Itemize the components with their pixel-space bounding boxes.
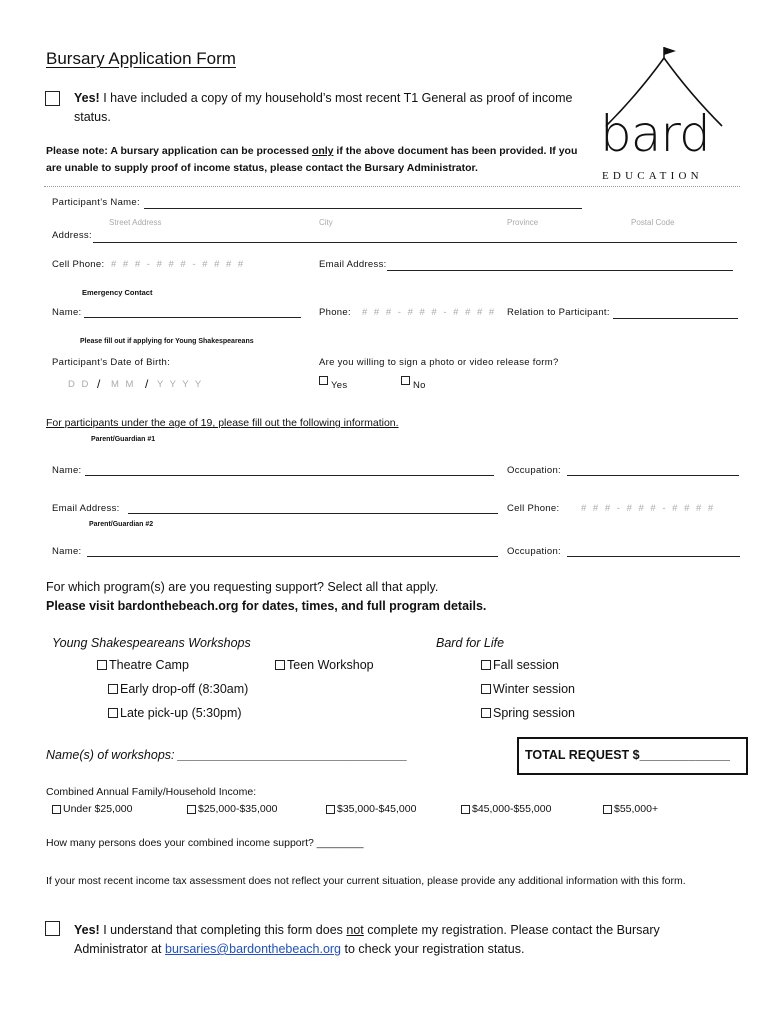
young-shakespeareans-heading: Young Shakespeareans Workshops bbox=[52, 636, 251, 650]
cell-phone-field[interactable]: # # # - # # # - # # # # bbox=[111, 259, 246, 270]
participant-name-field[interactable] bbox=[144, 208, 582, 209]
release-no-checkbox[interactable] bbox=[401, 376, 410, 385]
income-option-2-checkbox[interactable] bbox=[187, 805, 196, 814]
participant-name-label: Participant’s Name: bbox=[52, 197, 140, 208]
proof-of-income-declaration bbox=[74, 89, 594, 127]
income-option-2-label: $25,000-$35,000 bbox=[198, 803, 278, 815]
declaration-2-text-4: to check your registration status. bbox=[341, 942, 525, 956]
guardian-2-heading: Parent/Guardian #2 bbox=[89, 521, 154, 528]
emergency-phone-label: Phone: bbox=[319, 307, 351, 318]
dob-year-field[interactable]: Y Y Y Y bbox=[157, 379, 204, 390]
declaration-text: I have included a copy of my household’s most recent T1 General as proof of income bbox=[99, 91, 573, 105]
theatre-camp-label: Theatre Camp bbox=[109, 658, 189, 672]
note-text: Please note: A bursary application can be processed bbox=[46, 145, 312, 157]
bursaries-email-link[interactable]: bursaries@bardonthebeach.org bbox=[165, 942, 342, 956]
city-hint: City bbox=[319, 218, 333, 227]
teen-workshop-checkbox[interactable] bbox=[275, 660, 285, 670]
late-pickup-checkbox[interactable] bbox=[108, 708, 118, 718]
theatre-camp-checkbox[interactable] bbox=[97, 660, 107, 670]
under-19-heading: For participants under the age of 19, please fill out the following information. bbox=[46, 417, 399, 429]
late-pickup-label: Late pick-up (5:30pm) bbox=[120, 706, 242, 720]
note-text-2: if the above document has been provided. If you are unable to supply proof of income status, please contact the Bursary Administrator. bbox=[46, 145, 578, 174]
guardian-1-cell-label: Cell Phone: bbox=[507, 503, 560, 514]
processing-note bbox=[46, 143, 591, 177]
logo-subtitle: EDUCATION bbox=[602, 170, 703, 182]
guardian-2-name-label: Name: bbox=[52, 546, 82, 557]
note-only: only bbox=[311, 145, 334, 157]
email-address-field[interactable] bbox=[387, 270, 733, 271]
income-option-4-label: $45,000-$55,000 bbox=[472, 803, 552, 815]
release-yes-label: Yes bbox=[331, 380, 348, 391]
income-heading: Combined Annual Family/Household Income: bbox=[46, 786, 257, 798]
program-question: For which program(s) are you requesting support? Select all that apply. bbox=[46, 580, 439, 594]
dob-label: Participant’s Date of Birth: bbox=[52, 357, 171, 368]
emergency-contact-heading: Emergency Contact bbox=[82, 288, 153, 297]
spring-session-label: Spring session bbox=[493, 706, 575, 720]
photo-release-question: Are you willing to sign a photo or video release form? bbox=[319, 357, 559, 368]
fall-session-label: Fall session bbox=[493, 658, 559, 672]
income-option-3-checkbox[interactable] bbox=[326, 805, 335, 814]
relation-label: Relation to Participant: bbox=[507, 307, 610, 318]
address-label: Address: bbox=[52, 230, 92, 241]
province-hint: Province bbox=[507, 218, 539, 227]
logo-word: bard bbox=[600, 105, 710, 163]
bard-education-logo bbox=[598, 44, 730, 188]
additional-info-note: If your most recent income tax assessment does not reflect your current situation, please provide any additional information with this form. bbox=[46, 875, 686, 887]
guardian-2-name-field[interactable] bbox=[87, 556, 498, 557]
guardian-1-heading: Parent/Guardian #1 bbox=[91, 436, 156, 443]
registration-acknowledgement-checkbox[interactable] bbox=[45, 921, 60, 936]
dob-slash-2: / bbox=[145, 377, 149, 391]
release-no-label: No bbox=[413, 380, 426, 391]
guardian-1-email-label: Email Address: bbox=[52, 503, 120, 514]
fall-session-checkbox[interactable] bbox=[481, 660, 491, 670]
emergency-name-label: Name: bbox=[52, 307, 82, 318]
program-visit-note: Please visit bardonthebeach.org for dates, times, and full program details. bbox=[46, 599, 487, 613]
early-dropoff-checkbox[interactable] bbox=[108, 684, 118, 694]
persons-supported-field[interactable]: How many persons does your combined income support? ________ bbox=[46, 837, 364, 849]
early-dropoff-label: Early drop-off (8:30am) bbox=[120, 682, 249, 696]
emergency-phone-field[interactable]: # # # - # # # - # # # # bbox=[362, 307, 497, 318]
cell-phone-label: Cell Phone: bbox=[52, 259, 105, 270]
guardian-1-name-label: Name: bbox=[52, 465, 82, 476]
release-yes-checkbox[interactable] bbox=[319, 376, 328, 385]
income-option-1-checkbox[interactable] bbox=[52, 805, 61, 814]
proof-of-income-checkbox[interactable] bbox=[45, 91, 60, 106]
guardian-1-occupation-field[interactable] bbox=[567, 475, 739, 476]
guardian-1-email-field[interactable] bbox=[128, 513, 498, 514]
dob-day-field[interactable]: D D bbox=[68, 379, 91, 390]
guardian-1-occupation-label: Occupation: bbox=[507, 465, 561, 476]
postal-code-hint: Postal Code bbox=[631, 218, 675, 227]
young-shakespeareans-note: Please fill out if applying for Young Shakespeareans bbox=[80, 338, 254, 345]
guardian-1-cell-field[interactable]: # # # - # # # - # # # # bbox=[581, 503, 716, 514]
income-option-1-label: Under $25,000 bbox=[63, 803, 133, 815]
declaration-yes: Yes! bbox=[74, 91, 100, 105]
spring-session-checkbox[interactable] bbox=[481, 708, 491, 718]
winter-session-label: Winter session bbox=[493, 682, 575, 696]
declaration-2-yes: Yes! bbox=[74, 923, 100, 937]
declaration-2-text: I understand that completing this form does bbox=[99, 923, 347, 937]
total-request-box[interactable]: TOTAL REQUEST $_____________ bbox=[517, 737, 748, 775]
street-hint: Street Address bbox=[109, 218, 162, 227]
registration-declaration bbox=[74, 921, 714, 959]
income-option-5-checkbox[interactable] bbox=[603, 805, 612, 814]
declaration-2-not: not bbox=[346, 923, 364, 937]
relation-field[interactable] bbox=[613, 318, 738, 319]
income-option-4-checkbox[interactable] bbox=[461, 805, 470, 814]
declaration-text-2: status. bbox=[74, 110, 111, 124]
emergency-name-field[interactable] bbox=[84, 317, 301, 318]
winter-session-checkbox[interactable] bbox=[481, 684, 491, 694]
guardian-2-occupation-field[interactable] bbox=[567, 556, 740, 557]
income-option-5-label: $55,000+ bbox=[614, 803, 659, 815]
section-divider bbox=[44, 186, 740, 187]
email-address-label: Email Address: bbox=[319, 259, 387, 270]
dob-slash: / bbox=[97, 377, 101, 391]
teen-workshop-label: Teen Workshop bbox=[287, 658, 374, 672]
dob-month-field[interactable]: M M bbox=[111, 379, 136, 390]
income-option-3-label: $35,000-$45,000 bbox=[337, 803, 417, 815]
guardian-2-occupation-label: Occupation: bbox=[507, 546, 561, 557]
address-field[interactable] bbox=[93, 242, 737, 243]
form-title: Bursary Application Form bbox=[46, 49, 236, 68]
workshop-names-field[interactable]: Name(s) of workshops: _________________________________ bbox=[46, 748, 408, 762]
bard-for-life-heading: Bard for Life bbox=[436, 636, 505, 650]
declaration-2-text-3: Administrator at bbox=[74, 942, 166, 956]
guardian-1-name-field[interactable] bbox=[85, 475, 494, 476]
declaration-2-text-2: complete my registration. Please contact the Bursary bbox=[363, 923, 660, 937]
